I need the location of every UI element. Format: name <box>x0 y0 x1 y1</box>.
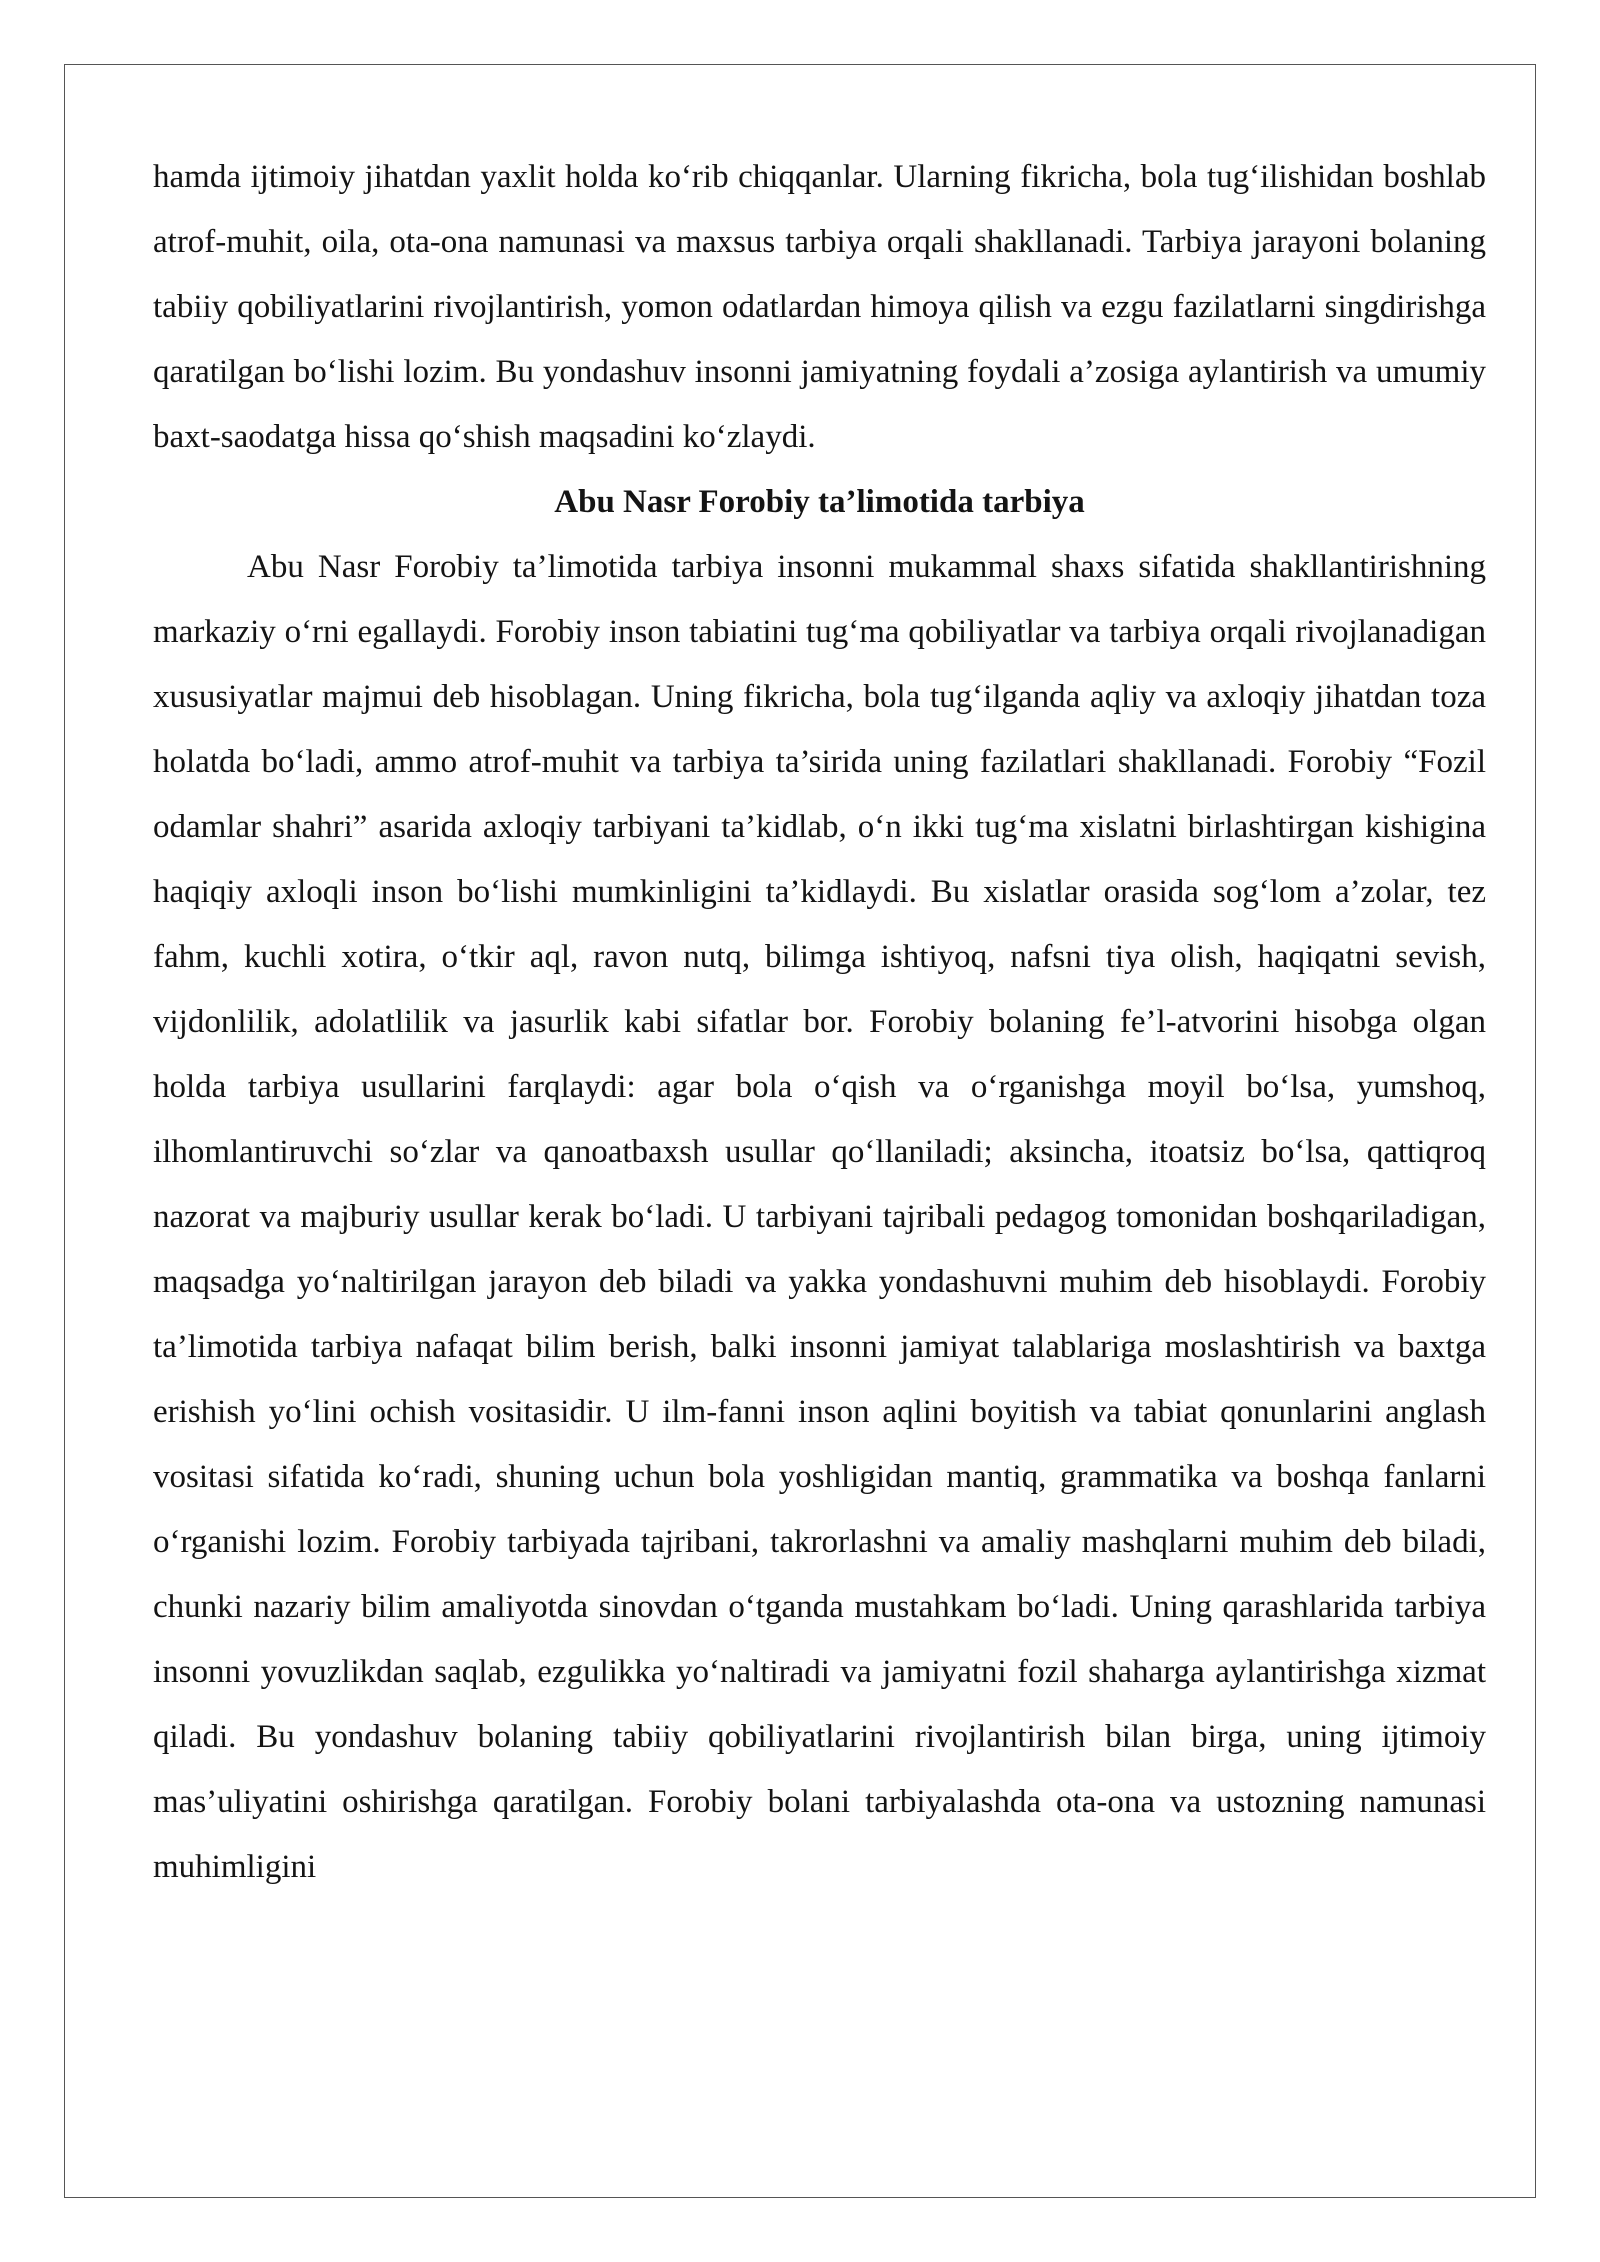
section-heading: Abu Nasr Forobiy ta’limotida tarbiya <box>554 484 1085 520</box>
paragraph-continuation: hamda ijtimoiy jihatdan yaxlit holda ko‘rib chiqqanlar. Ularning fikricha, bola tug‘ilishidan boshlab atrof-muhit, oila, ota-ona namunasi va maxsus tarbiya orqali shakllanadi. Tarbiya jarayoni bolaning tabiiy qobiliyatlarini rivojlantirish, yomon odatlardan himoya qilish va ezgu fazilatlarni singdirishga qaratilgan bo‘lishi lozim. Bu yondashuv insonni jamiyatning foydali a’zosiga aylantirish va umumiy baxt-saodatga hissa qo‘shish maqsadini ko‘zlaydi. <box>153 159 1486 455</box>
paragraph-forobiy: Abu Nasr Forobiy ta’limotida tarbiya insonni mukammal shaxs sifatida shakllantirishning markaziy o‘rni egallaydi. Forobiy inson tabiatini tug‘ma qobiliyatlar va tarbiya orqali rivojlanadigan xususiyatlar majmui deb hisoblagan. Uning fikricha, bola tug‘ilganda aqliy va axloqiy jihatdan toza holatda bo‘ladi, ammo atrof-muhit va tarbiya ta’sirida uning fazilatlari shakllanadi. Forobiy “Fozil odamlar shahri” asarida axloqiy tarbiyani ta’kidlab, o‘n ikki tug‘ma xislatni birlashtirgan kishigina haqiqiy axloqli inson bo‘lishi mumkinligini ta’kidlaydi. Bu xislatlar orasida sog‘lom a’zolar, tez fahm, kuchli xotira, o‘tkir aql, ravon nutq, bilimga ishtiyoq, nafsni tiya olish, haqiqatni sevish, vijdonlilik, adolatlilik va jasurlik kabi sifatlar bor. Forobiy bolaning fe’l-atvorini hisobga olgan holda tarbiya usullarini farqlaydi: agar bola o‘qish va o‘rganishga moyil bo‘lsa, yumshoq, ilhomlantiruvchi so‘zlar va qanoatbaxsh usullar qo‘llaniladi; aksincha, itoatsiz bo‘lsa, qattiqroq nazorat va majburiy usullar kerak bo‘ladi. U tarbiyani tajribali pedagog tomonidan boshqariladigan, maqsadga yo‘naltirilgan jarayon deb biladi va yakka yondashuvni muhim deb hisoblaydi. Forobiy ta’limotida tarbiya nafaqat bilim berish, balki insonni jamiyat talablariga moslashtirish va baxtga erishish yo‘lini ochish vositasidir. U ilm-fanni inson aqlini boyitish va tabiat qonunlarini anglash vositasi sifatida ko‘radi, shuning uchun bola yoshligidan mantiq, grammatika va boshqa fanlarni o‘rganishi lozim. Forobiy tarbiyada tajribani, takrorlashni va amaliy mashqlarni muhim deb biladi, chunki nazariy bilim amaliyotda sinovdan o‘tganda mustahkam bo‘ladi. Uning qarashlarida tarbiya insonni yovuzlikdan saqlab, ezgulikka yo‘naltiradi va jamiyatni fozil shaharga aylantirishga xizmat qiladi. Bu yondashuv bolaning tabiiy qobiliyatlarini rivojlantirish bilan birga, uning ijtimoiy mas’uliyatini oshirishga qaratilgan. Forobiy bolani tarbiyalashda ota-ona va ustozning namunasi muhimligini <box>153 549 1486 1885</box>
document-body <box>153 145 1486 1900</box>
